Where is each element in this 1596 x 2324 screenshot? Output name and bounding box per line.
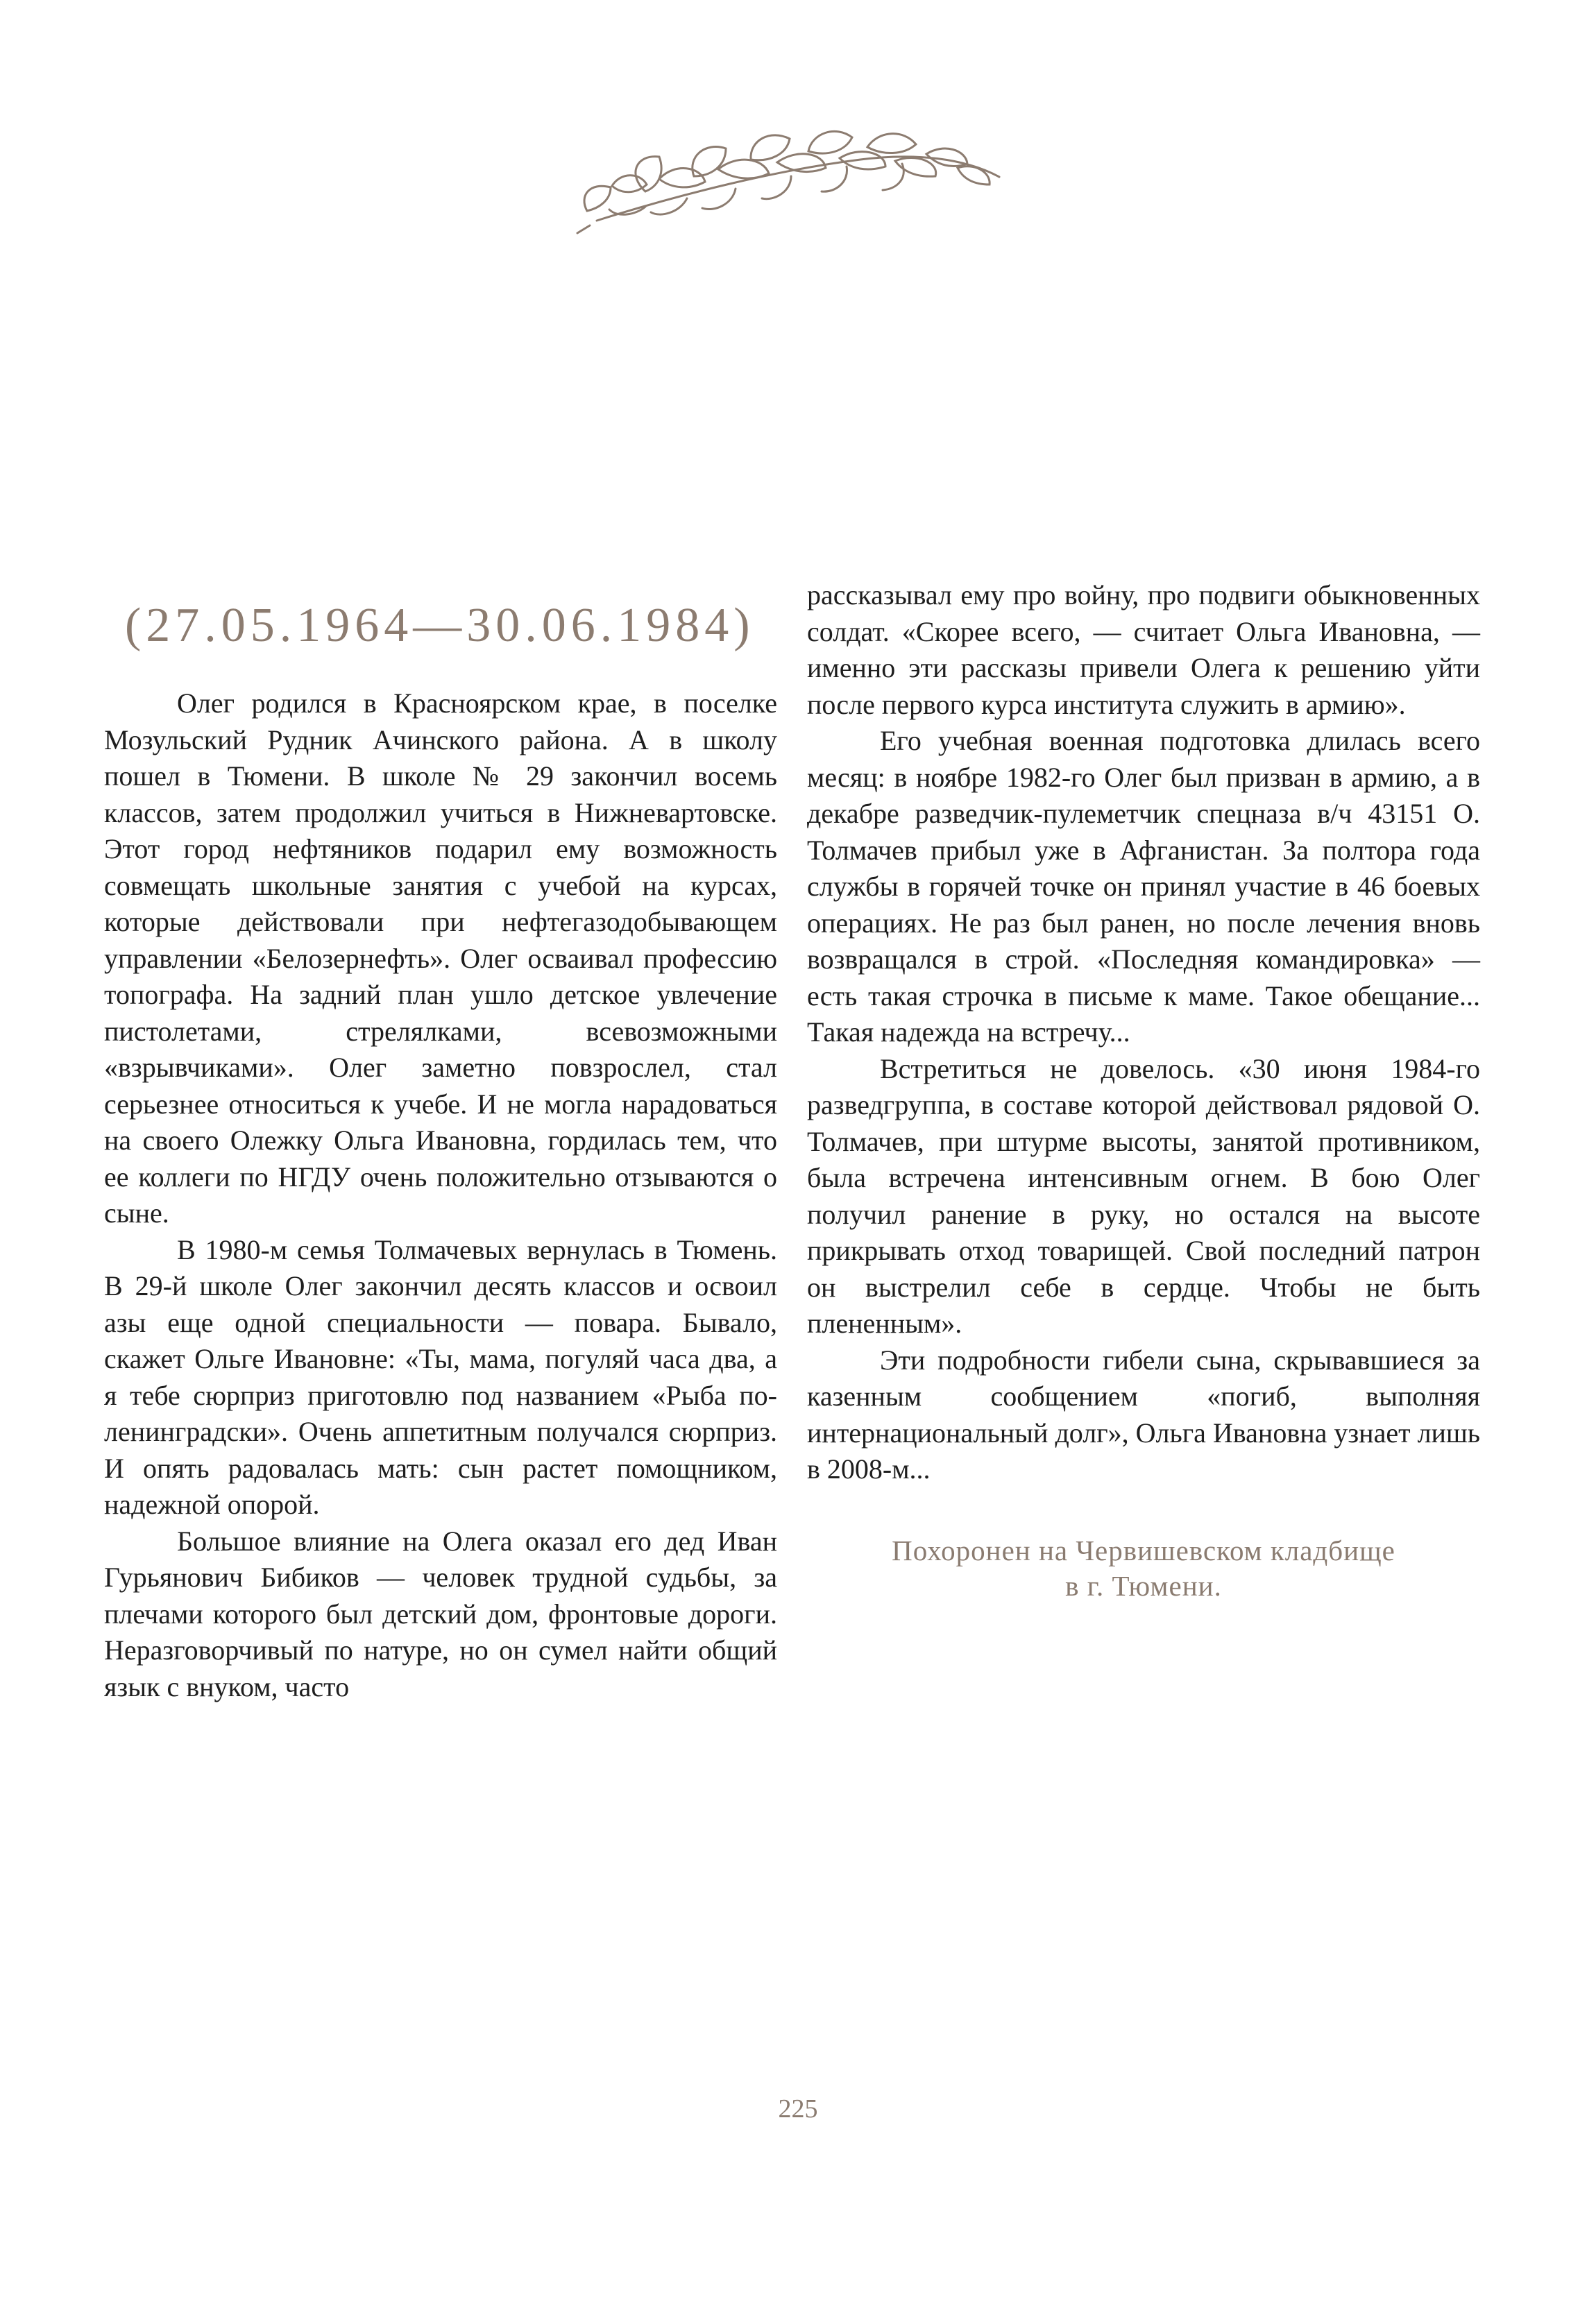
burial-caption [807, 1533, 1480, 1604]
right-column [807, 577, 1480, 1488]
laurel-branch-icon [569, 104, 1013, 243]
page-number: 225 [778, 2094, 818, 2124]
burial-caption-line: в г. Тюмени. [1065, 1570, 1222, 1602]
life-dates: (27.05.1964—30.06.1984) [125, 599, 755, 652]
paragraph: Большое влияние на Олега оказал его дед Иван Гурьянович Бибиков — человек трудной судьбы, за плечами которого был детский дом, фронтовые дороги. Неразговорчивый по натуре, но он сумел найти общий язык с внуком, часто [104, 1525, 777, 1702]
paragraph: В 1980-м семья Толмачевых вернулась в Тюмень. В 29-й школе Олег закончил десять классов и освоил азы еще одной специальности — повара. Бывало, скажет Ольге Ивановне: «Ты, мама, погуляй часа два, а я тебе сюрприз приготовлю под названием «Рыба по-ленинградски». Очень аппетитным получался сюрприз. И опять радовалась мать: сын растет помощником, надежной опорой. [104, 1233, 777, 1520]
paragraph: Олег родился в Красноярском крае, в поселке Мозульский Рудник Ачинского района. А в школу пошел в Тюмени. В школе № 29 закончил восемь классов, затем продолжил учиться в Нижневартовске. Этот город нефтяников подарил ему возможность совмещать школьные занятия с учебой на курсах, которые действовали при нефтегазодобывающем управлении «Белозернефть». Олег осваивал профессию топографа. На задний план ушло детское увлечение пистолетами, стрелялками, всевозможными «взрывчиками». Олег заметно повзрослел, стал серьезнее относиться к учебе. И не могла нарадоваться на своего Олежку Ольга Ивановна, гордилась тем, что ее коллеги по НГДУ очень положительно отзываются о сыне. [104, 687, 777, 1229]
left-column [104, 685, 777, 1705]
paragraph: Его учебная военная подготовка длилась всего месяц: в ноябре 1982-го Олег был призван в армию, а в декабре разведчик-пулеметчик спецназа в/ч 43151 О. Толмачев прибыл уже в Афганистан. За полтора года службы в горячей точке он принял участие в 46 боевых операциях. Не раз был ранен, но после лечения вновь возвращался в строй. «Последняя командировка» — есть такая строчка в письме к маме. Такое обещание... Такая надежда на встречу... [807, 725, 1480, 1048]
paragraph: рассказывал ему про войну, про подвиги обыкновенных солдат. «Скорее всего, — считает Ольга Ивановна, — именно эти рассказы привели Олега к решению уйти после первого курса института служить в армию». [807, 579, 1480, 720]
paragraph: Встретиться не довелось. «30 июня 1984-го разведгруппа, в составе которой действовал рядовой О. Толмачев, при штурме высоты, занятой противником, была встречена интенсивным огнем. В бою Олег получил ранение в руку, но остался на высоте прикрывать отход товарищей. Свой последний патрон он выстрелил себе в сердце. Чтобы не быть плененным». [807, 1052, 1480, 1339]
paragraph: Эти подробности гибели сына, скрывавшиеся за казенным сообщением «погиб, выполняя интернациональный долг», Ольга Ивановна узнает лишь в 2008-м... [807, 1344, 1480, 1485]
burial-caption-line: Похоронен на Червишевском кладбище [892, 1535, 1395, 1566]
